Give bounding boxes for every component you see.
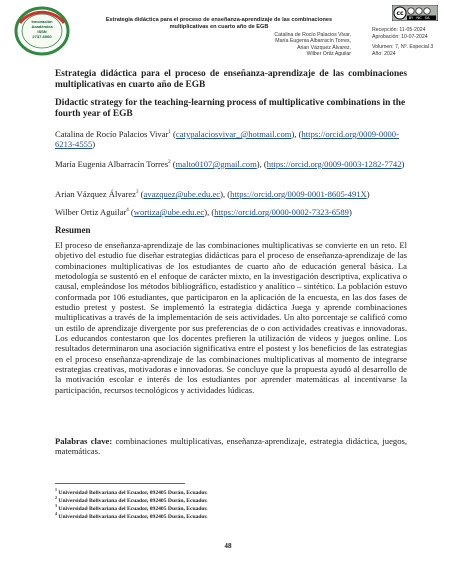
author-email-link[interactable]: avazquez@ube.edu.ec xyxy=(143,188,221,199)
running-title: Estrategia didáctica para el proceso de enseñanza-aprendizaje de las combinaciones multiplicativas en cuarto año de EGB xyxy=(105,17,333,30)
author-orcid-link[interactable]: https://orcid.org/0000-0002-7323-6589 xyxy=(214,206,349,217)
author-sup: 2 xyxy=(168,160,171,165)
footnote-sup: 2 xyxy=(55,495,57,500)
logo-text xyxy=(14,19,70,39)
keywords-label: Palabras clave: xyxy=(55,436,113,446)
author-name: Catalina de Rocío Palacios Vivar xyxy=(55,128,169,139)
nc-label: NC xyxy=(416,16,422,21)
article-meta xyxy=(372,27,456,57)
running-authors xyxy=(220,32,351,58)
author-name: María Eugenia Albarracín Torres xyxy=(55,158,169,169)
page-number: 48 xyxy=(224,542,232,550)
footnote-sup: 3 xyxy=(55,503,57,508)
logo-line: ISSN xyxy=(37,29,47,34)
author-line: Wilber Ortiz Aguilar$^4$ (wortiza@ube.edu.ec), (https://orcid.org/0000-0002-7323-6589) xyxy=(55,206,352,217)
author-sup: 3 xyxy=(135,190,139,195)
title-english: Didactic strategy for the teaching-learning process of multiplicative combinations in the fourth year of EGB xyxy=(55,98,406,119)
sa-label: SA xyxy=(424,16,430,21)
author-email-link[interactable]: catypalaciosvivar_@hotmail.com xyxy=(175,128,292,139)
author-name: Wilber Ortiz Aguilar xyxy=(55,206,127,217)
cc-license-icon xyxy=(392,5,438,21)
logo-line: 2737-6060 xyxy=(32,34,52,39)
approved-date: Aprobación: 10-07-2024 xyxy=(372,33,428,40)
running-author: Catalina de Rocío Palacios Vivar, xyxy=(274,32,351,38)
footnote-text: Universidad Bolivariana del Ecuador, 092405 Durán, Ecuador. xyxy=(58,489,208,496)
running-author: Arian Vázquez Álvarez, xyxy=(297,44,351,51)
running-author: María Eugenia Albarracín Torres, xyxy=(275,38,351,45)
author-orcid-link[interactable]: https://orcid.org/0009-0003-1282-7742 xyxy=(266,158,402,169)
received-date: Recepción: 11-05-2024 xyxy=(372,27,426,33)
author-line: Arian Vázquez Álvarez$^3$ (avazquez@ube.edu.ec), (https://orcid.org/0009-0001-8605-491X) xyxy=(55,188,370,199)
author-email-link[interactable]: malto0107@gmail.com xyxy=(175,158,257,169)
author-line: Catalina de Rocío Palacios Vivar$^1$ (catypalaciosvivar_@hotmail.com), (https://orcid.org/0009-0000-6213-4555) xyxy=(55,128,399,150)
author-name: Arian Vázquez Álvarez xyxy=(55,188,136,199)
title-spanish: Estrategia didáctica para el proceso de enseñanza-aprendizaje de las combinaciones multiplicativas en cuarto año de EGB xyxy=(55,69,407,90)
abstract-heading: Resumen xyxy=(55,225,91,235)
footnote-sup: 4 xyxy=(55,511,57,516)
author-orcid-link[interactable]: https://orcid.org/0009-0001-8605-491X xyxy=(230,188,367,199)
running-author: Wilber Ortiz Aguilar xyxy=(306,51,351,58)
author-line: María Eugenia Albarracín Torres$^2$ (malto0107@gmail.com), (https://orcid.org/0009-0003-1282-7742) xyxy=(55,158,405,169)
volume-info: Volumen: 7, Nº. Especial 3 xyxy=(372,44,434,51)
footnote-text: Universidad Bolivariana del Ecuador, 092405 Durán, Ecuador. xyxy=(58,505,208,512)
footnote-divider xyxy=(55,483,185,484)
author-orcid-link[interactable]: https://orcid.org/0009-0000-6213-4555 xyxy=(55,128,399,150)
cc-label: cc xyxy=(396,10,404,18)
footnote-sup: 1 xyxy=(55,487,57,492)
footnote-text: Universidad Bolivariana del Ecuador, 092405 Durán, Ecuador. xyxy=(58,513,208,520)
logo-line: Innovación xyxy=(31,19,53,24)
keywords xyxy=(55,436,407,457)
author-sup: 4 xyxy=(126,208,129,213)
abstract-body: El proceso de enseñanza-aprendizaje de las combinaciones multiplicativas se convierte en un reto. El objetivo del estudio fue diseñar estrategias didácticas para el proceso de enseñanza-aprendizaje de las combinaciones multiplicativas de los estudiantes de cuarto año de educación general básica. La metodología se sustentó en el enfoque de carácter mixto, en la investigación descriptiva, explicativa o causal, empleándose los métodos bibliográfico, estadístico y analítico – sintético. La población estuvo conformada por 106 estudiantes, que participaron en la aplicación de la encuesta, en las dos fases de estudio pretest y postest. Se implementó la estrategia didáctica Juega y aprende combinaciones multiplicativas a través de la implementación de seis actividades. Un alto porcentaje se calificó como un estilo de aprendizaje divergente por sus preferencias de o con actividades creativas e innovadoras. Los educandos contestaron que los docentes prefieren la utilización de videos y juegos online. Los resultados determinaron una asociación significativa entre el postest y los beneficios de las estrategias en el proceso enseñanza-aprendizaje de las combinaciones multiplicativas al momento de integrarse estrategias creativas, motivadoras e innovadoras. Se concluye que la propuesta ayudó al desarrollo de la motivación escolar e interés de los estudiantes por aprender matemáticas al incentivarse la participación, recursos tecnológicos y actividades lúdicas. xyxy=(55,240,407,395)
author-email-link[interactable]: wortiza@ube.edu.ec xyxy=(133,206,205,217)
logo-line: Académica xyxy=(31,24,53,29)
keywords-text: combinaciones multiplicativas, enseñanza-aprendizaje, estrategia didáctica, juegos, matemáticas. xyxy=(55,436,407,457)
footnote-text: Universidad Bolivariana del Ecuador, 092405 Durán, Ecuador. xyxy=(58,497,208,504)
footnote xyxy=(55,510,395,521)
journal-logo xyxy=(14,6,70,56)
author-sup: 1 xyxy=(168,130,171,135)
year-info: Año: 2024 xyxy=(372,50,396,57)
by-label: BY xyxy=(408,16,414,21)
